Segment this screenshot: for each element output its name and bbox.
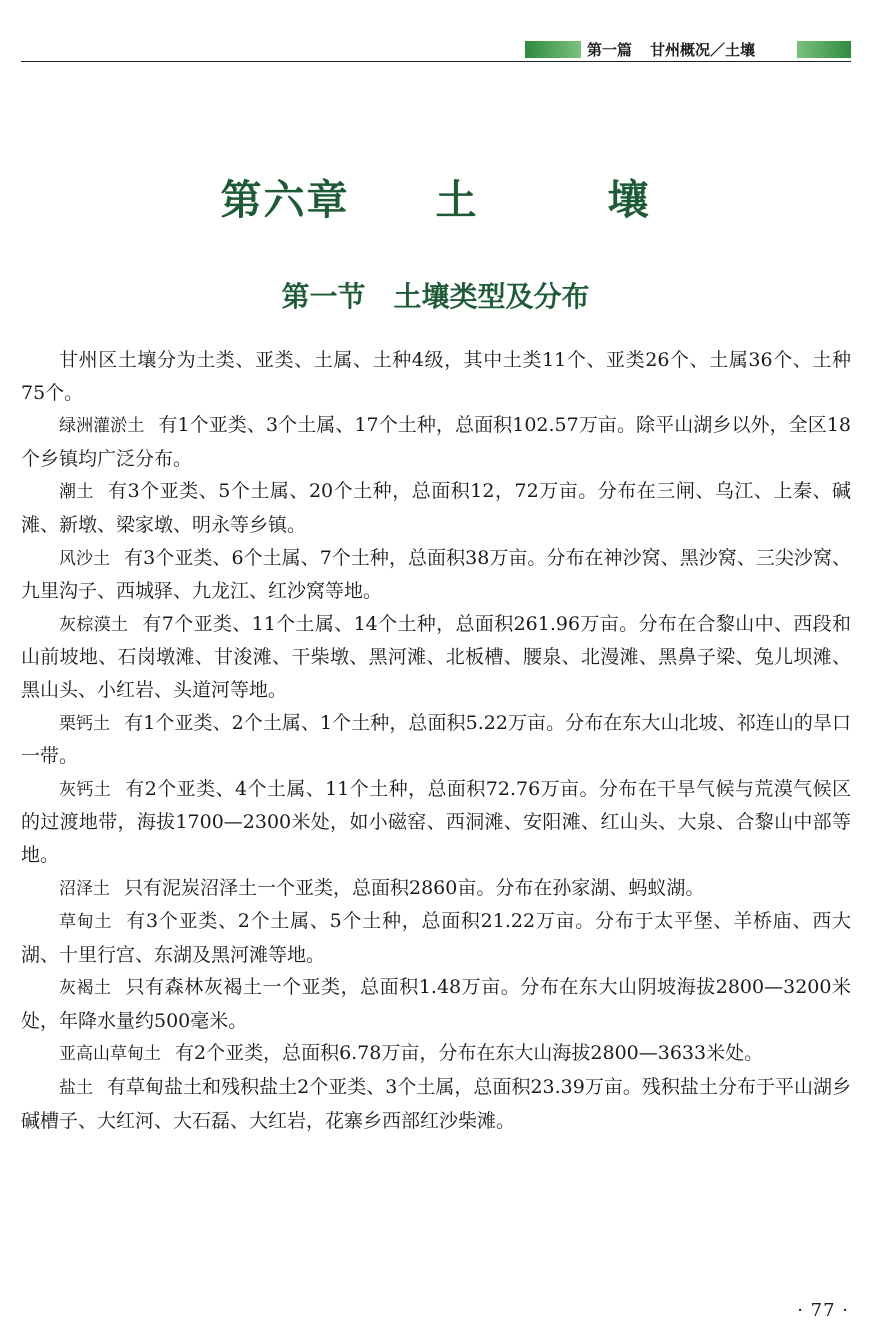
paragraph-term: 栗钙土 — [59, 713, 111, 734]
paragraph-term: 灰褐土 — [59, 978, 112, 999]
paragraph-text: 有3个亚类、6个土属、7个土种，总面积38万亩。分布在神沙窝、黑沙窝、三尖沙窝、九里沟子、西城驿、九龙江、红沙窝等地。 — [21, 546, 852, 603]
header-decoration-right — [797, 41, 851, 58]
paragraph-term: 灰棕漠土 — [59, 614, 129, 635]
chapter-title: 第六章 土 壤 — [220, 176, 651, 224]
paragraph-text: 有2个亚类，总面积6.78万亩，分布在东大山海拔2800—3633米处。 — [175, 1042, 764, 1065]
header-title: 甘州概况／土壤 — [650, 41, 756, 59]
paragraph-text: 有1个亚类、3个土属、17个土种，总面积102.57万亩。除平山湖乡以外，全区18个乡镇均广泛分布。 — [21, 414, 852, 470]
paragraph-text: 只有森林灰褐土一个亚类，总面积1.48万亩。分布在东大山阴坡海拔2800—3200米处，年降水量约500毫米。 — [21, 976, 852, 1032]
paragraph — [21, 542, 851, 608]
paragraph-term: 盐土 — [59, 1078, 94, 1099]
header-decoration-left — [525, 41, 581, 58]
paragraph-text: 有3个亚类、5个土属、20个土种，总面积12，72万亩。分布在三闸、乌江、上秦、碱滩、新墩、梁家墩、明永等乡镇。 — [21, 480, 851, 536]
header-text — [587, 41, 773, 59]
paragraph — [21, 1037, 851, 1071]
paragraph — [21, 608, 851, 707]
paragraph-term: 风沙土 — [59, 548, 111, 569]
paragraph — [21, 905, 851, 971]
paragraph-text: 有2个亚类、4个土属、11个土种，总面积72.76万亩。分布在干旱气候与荒漠气候区的过渡地带，海拔1700—2300米处，如小磁窑、西洞滩、安阳滩、红山头、大泉、合黎山中部等地。 — [21, 777, 852, 866]
paragraph-text: 有草甸盐土和残积盐土2个亚类、3个土属，总面积23.39万亩。残积盐土分布于平山湖乡碱槽子、大红河、大石磊、大红岩，花寨乡西部红沙柴滩。 — [21, 1076, 852, 1132]
paragraph — [21, 409, 851, 475]
paragraph — [21, 344, 851, 409]
paragraph-text: 有3个亚类、2个土属、5个土种，总面积21.22万亩。分布于太平堡、羊桥庙、西大湖、十里行宫、东湖及黑河滩等地。 — [21, 910, 852, 966]
paragraph-term: 草甸土 — [59, 912, 113, 933]
running-header — [21, 40, 851, 62]
paragraph-text: 甘州区土壤分为土类、亚类、土属、土种4级，其中土类11个、亚类26个、土属36个、土种75个。 — [21, 349, 851, 404]
paragraph — [21, 872, 851, 906]
header-rule — [21, 61, 851, 62]
paragraph — [21, 971, 851, 1037]
paragraph-term: 沼泽土 — [59, 878, 110, 899]
paragraph — [21, 1071, 851, 1137]
header-part: 第一篇 — [587, 41, 633, 59]
paragraph-term: 潮土 — [59, 482, 95, 503]
body-text — [21, 344, 851, 1137]
paragraph-term: 灰钙土 — [59, 779, 112, 800]
paragraph — [21, 475, 851, 541]
paragraph — [21, 707, 851, 773]
page-number: · 77 · — [797, 1300, 849, 1321]
paragraph-text: 只有泥炭沼泽土一个亚类，总面积2860亩。分布在孙家湖、蚂蚁湖。 — [124, 876, 705, 899]
paragraph-term: 亚高山草甸土 — [59, 1044, 161, 1065]
paragraph-text: 有1个亚类、2个土属、1个土种，总面积5.22万亩。分布在东大山北坡、祁连山的旱口一带。 — [21, 711, 851, 768]
section-title: 第一节 土壤类型及分布 — [281, 280, 590, 313]
paragraph-text: 有7个亚类、11个土属、14个土种，总面积261.96万亩。分布在合黎山中、西段和山前坡地、石岗墩滩、甘浚滩、干柴墩、黑河滩、北板槽、腰泉、北漫滩、黑鼻子梁、兔儿坝滩、黑山头、小红岩、头道河等地。 — [21, 612, 851, 701]
paragraph — [21, 773, 851, 872]
paragraph-term: 绿洲灌淤土 — [59, 416, 145, 437]
